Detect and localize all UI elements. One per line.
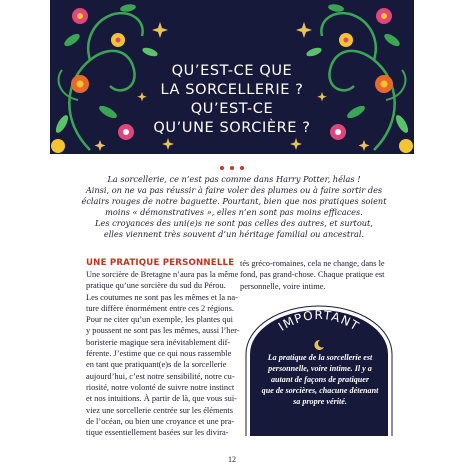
- right-column: [240, 258, 390, 292]
- divider-dot: [220, 166, 224, 170]
- intro-line: elles viennent très souvent d’un héritage familial ou ancestral.: [103, 228, 365, 239]
- page-number: 12: [228, 455, 236, 464]
- intro-line: Les croyances des uni(e)s ne sont pas celles des autres, et surtout,: [95, 217, 373, 228]
- title-line: QU’UNE SORCIÈRE ?: [153, 120, 311, 136]
- intro-paragraph: [76, 174, 392, 239]
- body-line: en tant que pratiquant(e)s de la sorcellerie: [86, 360, 227, 370]
- left-column: [86, 269, 240, 438]
- body-line: y poussent ne sont pas les mêmes, aussi l’her-: [86, 326, 240, 336]
- body-line: ture diffère énormément entre ces 2 régions.: [86, 303, 234, 313]
- body-line: tique essentiellement basées sur les divira-: [86, 428, 229, 438]
- intro-line: Ainsi, on ne va pas réussir à faire voler des plumes ou à faire sortir des: [85, 184, 383, 195]
- title-line: QU’EST-CE: [190, 101, 274, 117]
- body-line: personnelle, voire intime.: [240, 281, 326, 291]
- body-line: boristerie magique sera inévitablement dif-: [86, 337, 231, 347]
- important-body: [253, 352, 387, 407]
- intro-line: moins « démonstratives », elles n’en sont pas moins efficaces.: [105, 206, 363, 217]
- page-title: [50, 62, 414, 138]
- body-line: riosité, notre volonté de suivre notre instinct: [86, 382, 235, 392]
- crescent-moon-icon: [313, 339, 325, 351]
- body-line: Pour ne citer qu’un exemple, les plantes qui: [86, 315, 233, 325]
- divider-dot: [230, 166, 234, 170]
- important-line: que de sorcières, chacune détenant: [261, 386, 379, 395]
- important-line: autant de façons de pratiquer: [270, 375, 370, 384]
- important-line: personnelle, voire intime. Il y a: [268, 364, 372, 373]
- divider-dot: [240, 166, 244, 170]
- body-line: fond, pas grand-chose. Chaque pratique est: [240, 270, 385, 280]
- important-line: sa propre vérité.: [293, 397, 347, 406]
- intro-line: éclairs rouges de notre baguette. Pourtant, bien que nos pratiques soient: [81, 195, 387, 206]
- title-line: LA SORCELLERIE ?: [160, 82, 304, 98]
- important-line: La pratique de la sorcellerie est: [267, 353, 373, 362]
- important-heading: IMPORTANT: [275, 307, 362, 334]
- body-line: pratique qu’une sorcière du sud du Pérou.: [86, 281, 226, 291]
- dot-divider: [220, 166, 244, 170]
- title-line: QU’EST-CE QUE: [171, 63, 293, 79]
- body-line: tés gréco-romaines, cela ne change, dans le: [240, 259, 385, 268]
- body-line: de l’océan, ou bien une croyance et une pra-: [86, 416, 235, 426]
- section-heading: UNE PRATIQUE PERSONNELLE: [86, 258, 235, 268]
- body-line: férente. J’estime que ce qui nous rassemble: [86, 349, 232, 359]
- body-line: Une sorcière de Bretagne n’aura pas la même: [86, 270, 239, 279]
- body-line: viez une sorcellerie centrée sur les éléments: [86, 405, 233, 415]
- intro-line: La sorcellerie, ce n’est pas comme dans Harry Potter, hélas !: [107, 174, 361, 184]
- body-line: aujourd’hui, c’est notre sensibilité, notre cu-: [86, 371, 235, 381]
- body-line: Les coutumes ne sont pas les mêmes et la na-: [86, 292, 238, 302]
- body-line: et nos intuitions. À partir de là, que vous sui-: [86, 394, 237, 404]
